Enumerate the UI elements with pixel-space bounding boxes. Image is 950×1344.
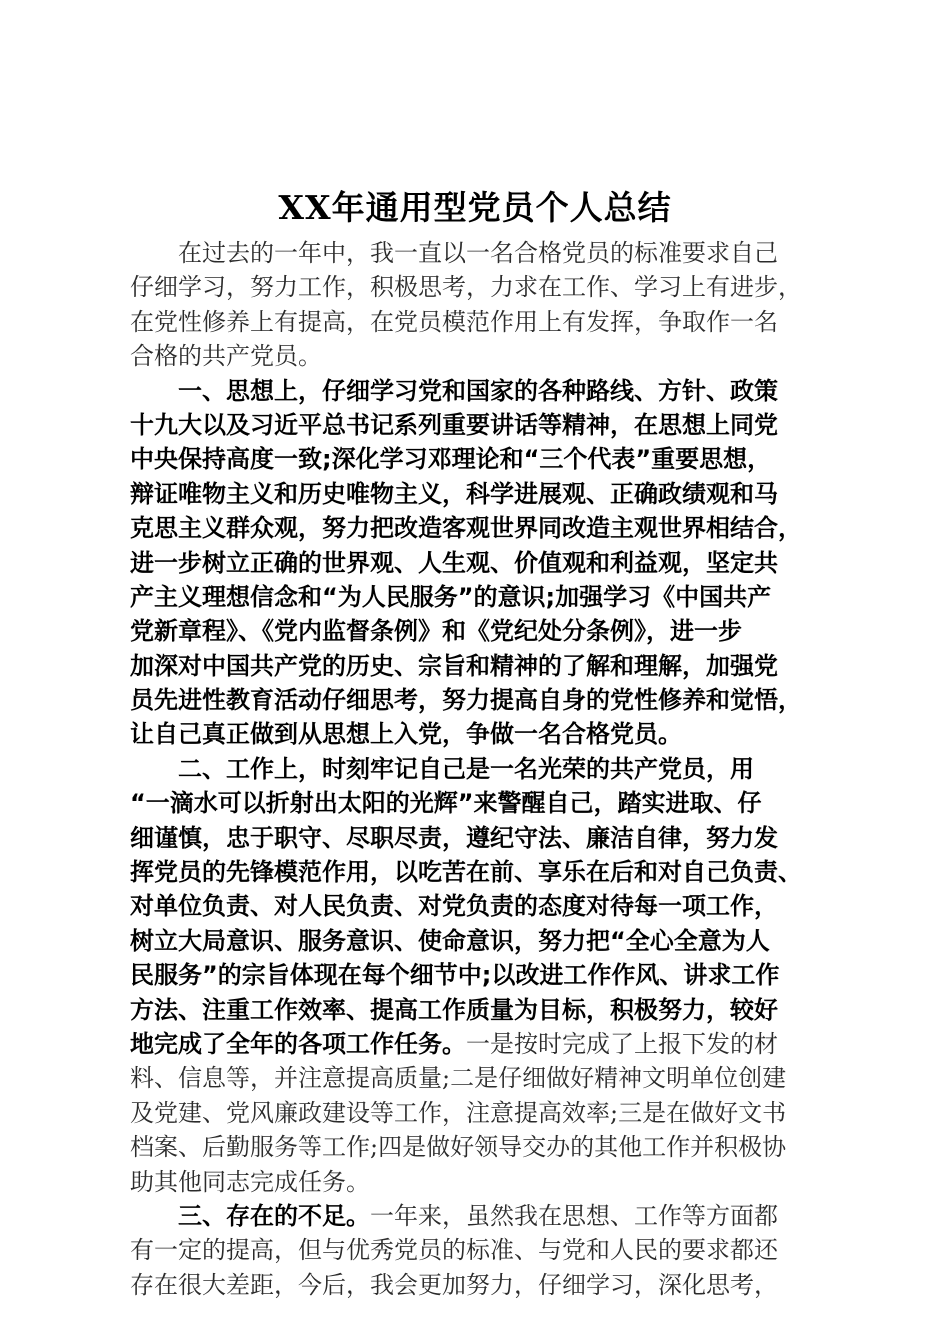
document-title: XX年通用型党员个人总结 <box>278 188 672 227</box>
section2-line: 对单位负责、对人民负责、对党负责的态度对待每一项工作， <box>130 892 778 921</box>
section2-line: 二、工作上，时刻牢记自己是一名光荣的共产党员，用 <box>178 754 754 783</box>
section2-line: 方法、注重工作效率、提高工作质量为目标，积极努力，较好 <box>130 995 778 1024</box>
section1-line: 中央保持高度一致;深化学习邓理论和“三个代表”重要思想， <box>130 445 772 474</box>
section3-first-line <box>130 1199 842 1233</box>
section2-line: “一滴水可以折射出太阳的光辉”来警醒自己，踏实进取、仔 <box>130 789 762 818</box>
section2-line: 助其他同志完成任务。 <box>130 1167 370 1196</box>
section2-line: 树立大局意识、服务意识、使命意识，努力把“全心全意为人 <box>130 926 770 955</box>
section2-line: 细谨慎，忠于职守、尽职尽责，遵纪守法、廉洁自律，努力发 <box>130 823 778 852</box>
section1-line: 产主义理想信念和“为人民服务”的意识;加强学习《中国共产 <box>130 582 772 611</box>
section2-line: 档案、后勤服务等工作;四是做好领导交办的其他工作并积极协 <box>130 1133 787 1162</box>
section3-line: 存在很大差距，今后，我会更加努力，仔细学习，深化思考， <box>130 1270 778 1299</box>
section3-first-rest: 一年来，虽然我在思想、工作等方面都 <box>370 1201 778 1230</box>
intro-line: 合格的共产党员。 <box>130 342 322 371</box>
intro-line: 仔细学习，努力工作，积极思考，力求在工作、学习上有进步， <box>130 273 802 302</box>
section2-mixed-line <box>130 1027 842 1061</box>
document-body <box>130 236 842 1302</box>
section2-line: 及党建、党风廉政建设等工作，注意提高效率;三是在做好文书 <box>130 1098 787 1127</box>
section3-line: 有一定的提高，但与优秀党员的标准、与党和人民的要求都还 <box>130 1236 778 1265</box>
section1-line: 进一步树立正确的世界观、人生观、价值观和利益观，坚定共 <box>130 548 778 577</box>
section1-line: 克思主义群众观，努力把改造客观世界同改造主观世界相结合， <box>130 514 802 543</box>
intro-line: 在党性修养上有提高，在党员模范作用上有发挥，争取作一名 <box>130 307 778 336</box>
section2-line: 料、信息等，并注意提高质量;二是仔细做好精神文明单位创建 <box>130 1064 787 1093</box>
section1-line: 让自己真正做到从思想上入党，争做一名合格党员。 <box>130 720 682 749</box>
section1-line: 加深对中国共产党的历史、宗旨和精神的了解和理解，加强党 <box>130 651 778 680</box>
section2-mixed-light: 一是按时完成了上报下发的材 <box>466 1029 778 1058</box>
section2-line: 挥党员的先锋模范作用，以吃苦在前、享乐在后和对自己负责、 <box>130 858 802 887</box>
section3-heading: 三、存在的不足。 <box>178 1201 370 1230</box>
section1-line: 员先进性教育活动仔细思考，努力提高自身的党性修养和觉悟， <box>130 686 802 715</box>
section1-line: 十九大以及习近平总书记系列重要讲话等精神，在思想上同党 <box>130 410 778 439</box>
section2-mixed-bold: 地完成了全年的各项工作任务。 <box>130 1029 466 1058</box>
section1-line: 党新章程》、《党内监督条例》和《党纪处分条例》，进一步 <box>130 617 742 646</box>
section1-line: 一、思想上，仔细学习党和国家的各种路线、方针、政策 <box>178 376 778 405</box>
intro-line: 在过去的一年中，我一直以一名合格党员的标准要求自己 <box>178 239 778 267</box>
section1-line: 辩证唯物主义和历史唯物主义，科学进展观、正确政绩观和马 <box>130 479 778 508</box>
section2-line: 民服务”的宗旨体现在每个细节中;以改进工作作风、讲求工作 <box>130 961 780 990</box>
